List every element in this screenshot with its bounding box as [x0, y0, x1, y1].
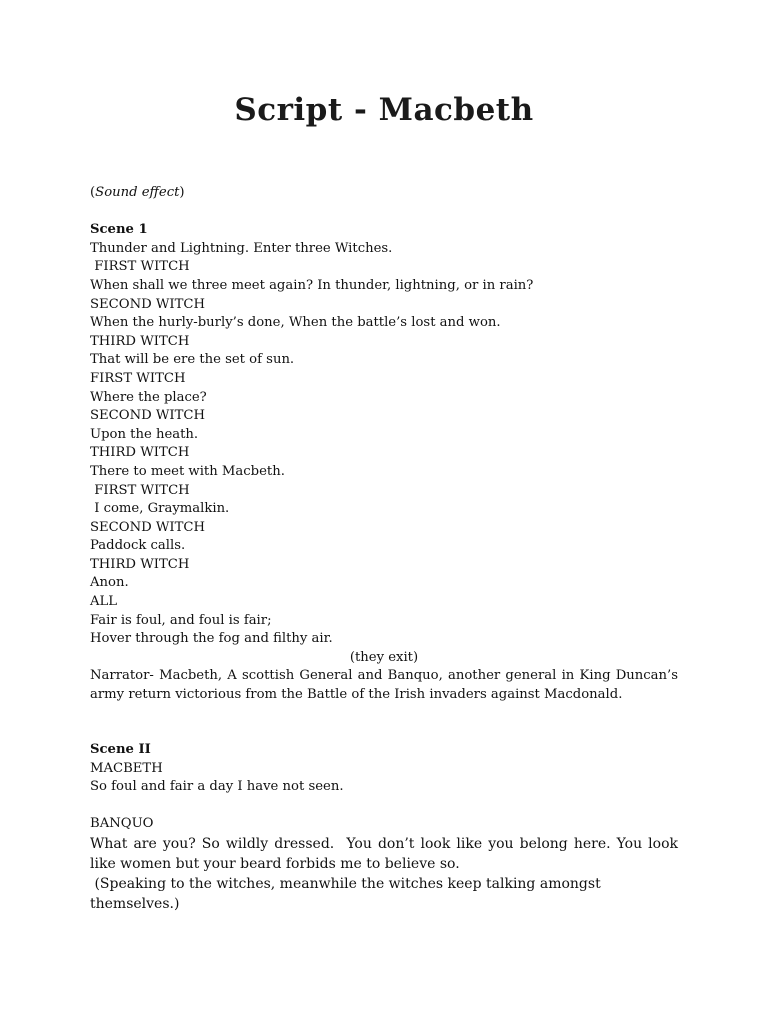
speaker-name: BANQUO: [90, 816, 154, 832]
script-line: FIRST WITCH: [90, 370, 186, 386]
script-line: Paddock calls.: [90, 538, 186, 554]
paren-close: ): [179, 185, 185, 200]
script-line: SECOND WITCH: [90, 408, 206, 424]
script-line: ALL: [90, 594, 118, 610]
script-line: THIRD WITCH: [90, 445, 190, 461]
stage-direction: (Speaking to the witches, meanwhile the witches keep talking amongst themselves.): [90, 875, 606, 912]
script-line: There to meet with Macbeth.: [90, 463, 285, 479]
paren-open: (: [90, 185, 96, 200]
scene-1-heading: Scene 1: [90, 222, 148, 238]
script-line: Fair is foul, and foul is fair;: [90, 612, 272, 628]
spacer: [90, 797, 678, 816]
scene-2-heading: Scene II: [90, 742, 151, 757]
script-line: I come, Graymalkin.: [90, 501, 230, 517]
spacer: [90, 203, 678, 222]
script-line: So foul and fair a day I have not seen.: [90, 779, 344, 795]
script-line: SECOND WITCH: [90, 519, 206, 535]
script-line: When the hurly-burly’s done, When the battle’s lost and won.: [90, 315, 501, 331]
scene-1-section: [90, 184, 683, 705]
speaker-name: MACBETH: [90, 760, 163, 776]
script-line: Thunder and Lightning. Enter three Witches.: [90, 240, 393, 256]
script-line: Where the place?: [90, 389, 207, 405]
page-title: Script - Macbeth: [234, 92, 534, 128]
script-line: When shall we three meet again? In thunder, lightning, or in rain?: [90, 277, 534, 293]
script-line: Anon.: [90, 575, 129, 591]
script-line: THIRD WITCH: [90, 556, 190, 572]
stage-direction: (they exit): [349, 649, 419, 665]
sound-effect-text: Sound effect: [95, 185, 180, 200]
script-line: That will be ere the set of sun.: [90, 352, 295, 368]
script-line: SECOND WITCH: [90, 296, 206, 312]
script-line: Hover through the fog and filthy air.: [90, 631, 333, 647]
scene-2-section: [90, 741, 683, 914]
narrator-text: Narrator- Macbeth, A scottish General and Banquo, another general in King Duncan’s army return victorious from the Battle of the Irish invaders against Macdonald.: [90, 668, 683, 703]
script-line: FIRST WITCH: [90, 259, 190, 275]
script-line: FIRST WITCH: [90, 482, 190, 498]
script-line: What are you? So wildly dressed. You don’t look like you belong here. You look like women but your beard forbids me to believe so.: [90, 835, 683, 872]
sound-effect-note: [90, 184, 678, 203]
script-line: Upon the heath.: [90, 426, 199, 442]
script-line: THIRD WITCH: [90, 333, 190, 349]
